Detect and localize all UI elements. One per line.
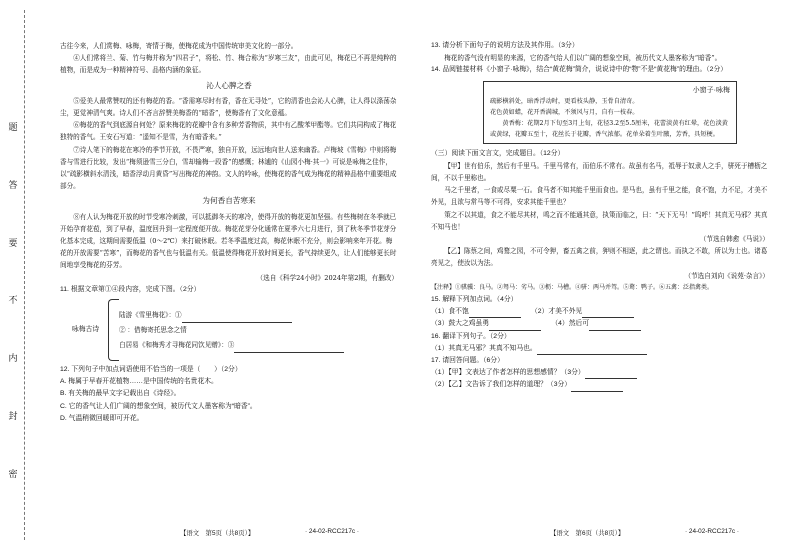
question-14: 14. 品阅链接材料《小窗子·咏梅》，结合“黄花梅”简介，说说诗中的“物”不是“黄花梅”的理由。（2分） [431,66,728,74]
diagram-row[interactable]: 陆游《雪里梅花》：① [119,308,344,323]
question-11: 11. 根据文章第①④段内容，完成下图。（2分） [60,285,201,293]
answer-line[interactable]: （1）其真无马邪？其真不知马也。 [431,343,769,355]
binding-margin [6,120,20,480]
question-17: 17. 请回答问题。（6分） [431,357,504,365]
source-note: （选自《科学24小时》2024年第2期，有删改） [256,273,398,282]
page-footer-left: 【语文 第5页（共8页）】 [180,530,255,537]
diagram-label: 咏梅古诗 [72,325,100,333]
poem-line: 疏影横斜处，暗香浮动时，更看枝头静，玉骨自清奇。 [490,97,639,105]
binding-char: 内 [8,354,18,365]
question-15: 15. 解释下列加点词。（4分） [431,296,518,304]
answer-line[interactable]: （3）鼓大之鸡虽勇 （4）然后可 [431,318,769,330]
source-note: （节选自刘向《说苑·杂言》） [684,271,769,280]
annotation-note: 【注释】①骐骥：良马。②驽马：劣马。③枥：马槽。④骈：两马并驾。⑤鹜：鸭子。⑥五禽：泛指禽类。 [431,283,714,291]
section-3-heading: （三）阅读下面文言文，完成题目。（12分） [431,149,565,157]
poem-box [483,81,737,144]
option-d[interactable]: D. 气温稍微回暖即可开花。 [60,414,144,422]
poem-title: 小窗子·咏梅 [692,86,730,94]
binding-char: 答 [8,180,18,191]
paragraph: ⑧有人认为梅花开放的时节受寒冷刺激，可以抵御冬天的寒冷，使得开放的梅花更加坚强。有些梅树在冬季就已开始孕育花苞，到了早春，温度回升到一定程度便开放。梅花花芽分化通常在夏季六七月进行，到了秋冬季节花芽分化基本完成，这期间需要低温（0～2℃）来打破休眠。若冬季温度过高，梅花休眠不充分，则会影响来年开花。梅花的开放需要“苦寒”，而梅花的香气也与低温有关。低温使得梅花开放时间更长，香气持续更久，让人们能够更长时间地享受梅花的芬芳。 [60,212,397,270]
right-column [431,40,769,392]
section-heading: 为何香自苦寒来 [202,196,256,206]
binding-char: 不 [8,296,18,307]
binding-char: 要 [8,238,18,249]
binding-char: 封 [8,412,18,423]
classical-text: 马之千里者，一食或尽粟一石。食马者不知其能千里而食也。是马也，虽有千里之能，食不饱，力不足，才美不外见，且欲与常马等不可得，安求其能千里也？ [431,186,768,207]
question-12: 12. 下列句子中加点词语使用不恰当的一项是（ ）（2分） [60,366,242,374]
option-b[interactable]: B. 有关梅的最早文字记载出自《诗经》。 [60,390,181,398]
section-heading: 沁人心脾之香 [206,80,252,90]
option-a[interactable]: A. 梅属于早春开花植物……是中国传统的名贵花木。 [60,378,218,386]
classical-text: 【甲】世有伯乐，然后有千里马。千里马常有，而伯乐不常有。故虽有名马，祗辱于奴隶人之手，骈死于槽枥之间，不以千里称也。 [431,161,768,183]
paragraph: ④人们常将兰、菊、竹与梅并称为“四君子”，将松、竹、梅合称为“岁寒三友”，由此可见，梅花已不再是纯粹的植物，而是成为一种精神符号、品格内涵的象征。 [60,54,397,75]
answer-line[interactable]: （1）食不饱 （2）才美不外见 [431,306,769,318]
paragraph: 古往今来，人们赏梅、咏梅，寄情于梅，使梅花成为中国传统审美文化的一部分。 [60,42,298,50]
paragraph: ⑥梅花的香气到底源自何处？原来梅花的花瓣中含有多种芳香物质，其中有乙酸苯甲酯等。它们共同构成了梅花独特的香气。王安石写道：“遥知不是雪，为有暗香来。” [60,121,397,142]
brace-shape [108,299,119,361]
question-16: 16. 翻译下列句子。（2分） [431,332,511,340]
page-code-right: · 24-02-RCC217c · [685,528,739,535]
question-11-diagram [72,299,398,361]
diagram-row[interactable]: ② ：借梅寄托思念之情 [119,326,187,334]
poem-line: 花色黄如蜡，花开香满城，不须风与月，自有一枝春。 [490,108,639,116]
diagram-row[interactable]: 白居易《和梅秀才寻梅花同饮见赠》：③ [119,338,344,353]
plant-intro: 黄香梅：花期2月下旬至3月上旬，花径3.2至5.5厘米，花蕾淡黄有红晕，花色淡黄或黄绿，花瓣五至十，花丝长于花瓣，香气浓郁。花单朵着生叶腋，芳香，具短梗。 [490,119,728,138]
binding-char: 密 [8,469,18,480]
option-c[interactable]: C. 它的香气让人们广阔的想象空间，被历代文人墨客称为“暗香”。 [60,402,257,410]
classical-text: 策之不以其道，食之不能尽其材，鸣之而不能通其意，执策而临之，曰：“天下无马！”呜呼！其真无马邪？其真不知马也！ [431,210,768,231]
source-note: （节选自韩愈《马说》） [699,235,769,244]
question-13: 13. 请分析下面句子的说明方法及其作用。（3分） [431,42,579,49]
binding-char: 题 [8,123,18,133]
binding-dash-line [24,10,25,540]
left-column [60,40,398,425]
answer-line[interactable]: （2）【乙】文告诉了我们怎样的道理？（3分） [431,379,769,391]
page-code-left: · 24-02-RCC217c · [305,528,359,535]
paragraph: ⑦诗人笔下的梅花在寒冷的季节开放，不畏严寒，独自开放，远远地向世人送来幽香。卢梅坡《雪梅》中则将梅香与雪进行比较，发出“梅须逊雪三分白，雪却输梅一段香”的感慨；林逋的《山园小梅·其一》可说是咏梅之佳作，以“疏影横斜水清浅，暗香浮动月黄昏”写出梅花的神韵。文人的吟咏，使梅花的香气成为梅花的精神品格中重要组成部分。 [60,145,397,191]
paragraph: ⑤爱美人最常赞叹的还有梅花的香。“香需寒尽时有香，香在无寻处”，它的清香也会沁人心脾，让人得以涤荡杂尘，更觉神清气爽。诗人们不吝言辞赞美梅香的“暗香”，使梅香有了文化意蕴。 [60,96,397,118]
classical-text: 【乙】陈蔡之间，鸡鹜之园，不可令狎，畜五禽之前，狎则不相逐，此之谓也。而执之不敢，所以为士也。诸葛亮见之，使汝以为法。 [431,247,768,268]
quoted-sentence: 梅花的香气没有明显的来源，它的香气给人们以广阔的想象空间，被历代文人墨客称为“暗香”。 [444,54,722,63]
page-footer-right: 【语文 第6页（共8页）】 [550,530,625,537]
answer-line[interactable]: （1）【甲】文表达了作者怎样的思想感情？（3分） [431,367,769,379]
